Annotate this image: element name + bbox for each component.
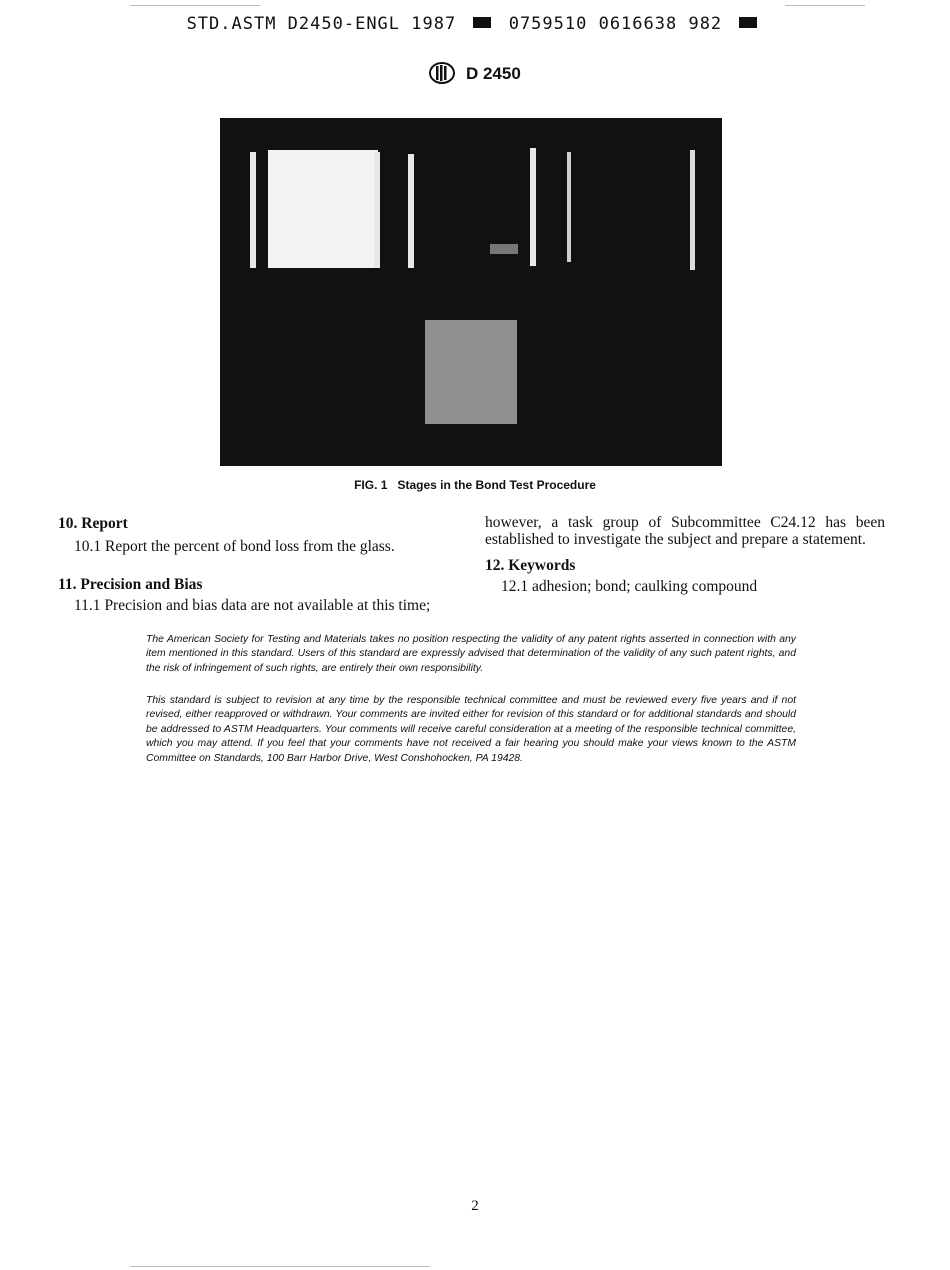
- revision-notice: This standard is subject to revision at any time by the responsible technical committee and must be reviewed every five years and if not revised, either reapproved or withdrawn. Your comments are invited either for revision of this standard or for additional standards and should be addressed to ASTM Headquarters. Your comments will receive careful consideration at a meeting of the responsible technical committee, which you may attend. If you feel that your comments have not received a fair hearing you should make your views known to the ASTM Committee on Standards, 100 Barr Harbor Drive, West Conshohocken, PA 19428.: [146, 695, 796, 764]
- scan-artifact-top: [130, 5, 260, 6]
- left-column: [58, 515, 478, 614]
- sealant-fragment: [490, 244, 518, 254]
- scan-artifact-top-right: [785, 5, 865, 6]
- glass-specimen-panel: [268, 150, 378, 268]
- page-number: 2: [471, 1198, 479, 1214]
- paragraph-text: Precision and bias data are not available at this time;: [104, 597, 431, 614]
- paragraph-12-1: [485, 578, 885, 595]
- figure-caption-label: FIG. 1: [354, 478, 388, 492]
- specimen-strip: [374, 152, 380, 268]
- designation-header: [0, 62, 950, 84]
- paragraph-text: adhesion; bond; caulking compound: [532, 578, 758, 595]
- right-column: [485, 514, 885, 595]
- figure-caption: [0, 478, 950, 492]
- header-block-mark-end: [739, 17, 757, 28]
- section-heading-precision: 11. Precision and Bias: [58, 576, 203, 593]
- specimen-strip: [690, 150, 695, 270]
- paragraph-number: 12.1: [501, 578, 529, 595]
- paragraph-number: 10.1: [74, 538, 102, 555]
- specimen-strip: [408, 154, 414, 268]
- patent-notice: The American Society for Testing and Materials takes no position respecting the validity of any patent rights asserted in connection with any item mentioned in this standard. Users of this standard are expressly advised that determination of the validity of any such patent rights, and the risk of infringement of such rights, are entirely their own responsibility.: [146, 634, 796, 674]
- sealant-block: [425, 320, 517, 424]
- paragraph-text: Report the percent of bond loss from the glass.: [105, 538, 395, 555]
- paragraph-number: 11.1: [74, 597, 101, 614]
- designation-number: D 2450: [465, 64, 521, 83]
- header-block-mark: [473, 17, 491, 28]
- scan-artifact-bottom: [130, 1266, 430, 1267]
- astm-logo-icon: [429, 62, 455, 84]
- document-serial-code: 0759510 0616638 982: [508, 14, 723, 34]
- document-id-header: [0, 14, 950, 34]
- paragraph-10-1: [58, 538, 478, 555]
- specimen-strip: [530, 148, 536, 266]
- paragraph-11-1-continued: however, a task group of Subcommittee C24.12 has been established to investigate the subject and prepare a statement.: [485, 514, 885, 548]
- specimen-strip: [250, 152, 256, 268]
- document-id-code: STD.ASTM D2450-ENGL 1987: [186, 14, 457, 34]
- specimen-strip: [567, 152, 571, 262]
- section-heading-keywords: 12. Keywords: [485, 557, 576, 574]
- paragraph-11-1: [58, 597, 478, 614]
- bond-test-photo: [220, 118, 722, 466]
- section-heading-report: 10. Report: [58, 515, 128, 532]
- figure-caption-text: Stages in the Bond Test Procedure: [397, 478, 596, 492]
